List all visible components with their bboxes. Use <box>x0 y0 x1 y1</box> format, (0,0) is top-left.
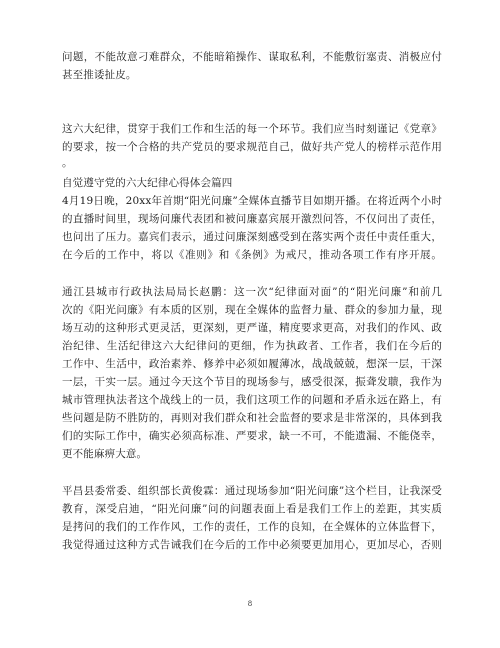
text-line: 们的实际工作中，确实必须高标准、严要求，缺一不可，不能遗漏、不能侥幸， <box>62 430 442 442</box>
text-line: 城市管理执法者这个战线上的一员，我们这项工作的问题和矛盾永远在路上，有 <box>62 394 442 406</box>
page-number: 8 <box>247 600 253 608</box>
text-line: 些问题是防不胜防的，再则对我们群众和社会监督的要求是非常深的，具体到我 <box>62 412 442 424</box>
text-line: 甚至推诿扯皮。 <box>62 69 137 81</box>
text-line: 4月19日晚，20xx年首期“阳光问廉”全媒体直播节目如期开播。在将近两个小时 <box>62 195 442 207</box>
text-line: 在今后的工作中，将以《准则》和《条例》为戒尺，推动各项工作有序开展。 <box>62 249 442 261</box>
text-line: 也问出了压力。嘉宾们表示，通过问廉深刻感受到在落实两个责任中责任重大， <box>62 231 442 243</box>
text-line: 更不能麻痹大意。 <box>62 448 148 460</box>
text-line: 工作中、生活中，政治素养、修养中必须如履薄冰，战战兢兢，想深一层，干深 <box>62 358 442 370</box>
section-heading: 自觉遵守党的六大纪律心得体会篇四 <box>62 177 233 189</box>
text-line: 一层，干实一层。通过今天这个节目的现场参与，感受很深，振聋发聩，我作为 <box>62 376 442 388</box>
text-line: 问题，不能故意刁难群众，不能暗箱操作、谋取私利，不能敷衍塞责、消极应付 <box>62 51 442 63</box>
text-line: 。 <box>62 157 73 169</box>
text-line: 次的《阳光问廉》有本质的区别，现在全媒体的监督力量、群众的参加力量，现 <box>62 304 442 316</box>
text-line: 是拷问的我们的工作作风，工作的责任，工作的良知，在全媒体的立体监督下， <box>62 521 442 533</box>
text-line: 我觉得通过这种方式告诫我们在今后的工作中必须要更加用心，更加尽心，否则 <box>62 539 442 551</box>
text-line: 治纪律、生活纪律这六大纪律问的更细，作为执政者、工作者，我们在今后的 <box>62 340 442 352</box>
text-line: 教育，深受启迪，“阳光问廉”问的问题表面上看是我们工作上的差距，其实质 <box>62 503 442 515</box>
text-line: 场互动的这种形式更灵活，更深刻，更严谨，精度要求更高，对我们的作风、政 <box>62 322 442 334</box>
text-line: 通江县城市行政执法局局长赵鹏：这一次“纪律面对面”的“阳光问廉”和前几 <box>62 286 442 298</box>
text-line: 的直播时间里，现场问廉代表团和被问廉嘉宾展开激烈问答，不仅问出了责任， <box>62 213 442 225</box>
text-line: 平昌县委常委、组织部长黄俊霖：通过现场参加“阳光问廉”这个栏目，让我深受 <box>62 485 442 497</box>
text-line: 的要求，按一个合格的共产党员的要求规范自己，做好共产党人的榜样示范作用 <box>62 141 442 153</box>
text-line: 这六大纪律，贯穿于我们工作和生活的每一个环节。我们应当时刻谨记《党章》 <box>62 123 442 135</box>
